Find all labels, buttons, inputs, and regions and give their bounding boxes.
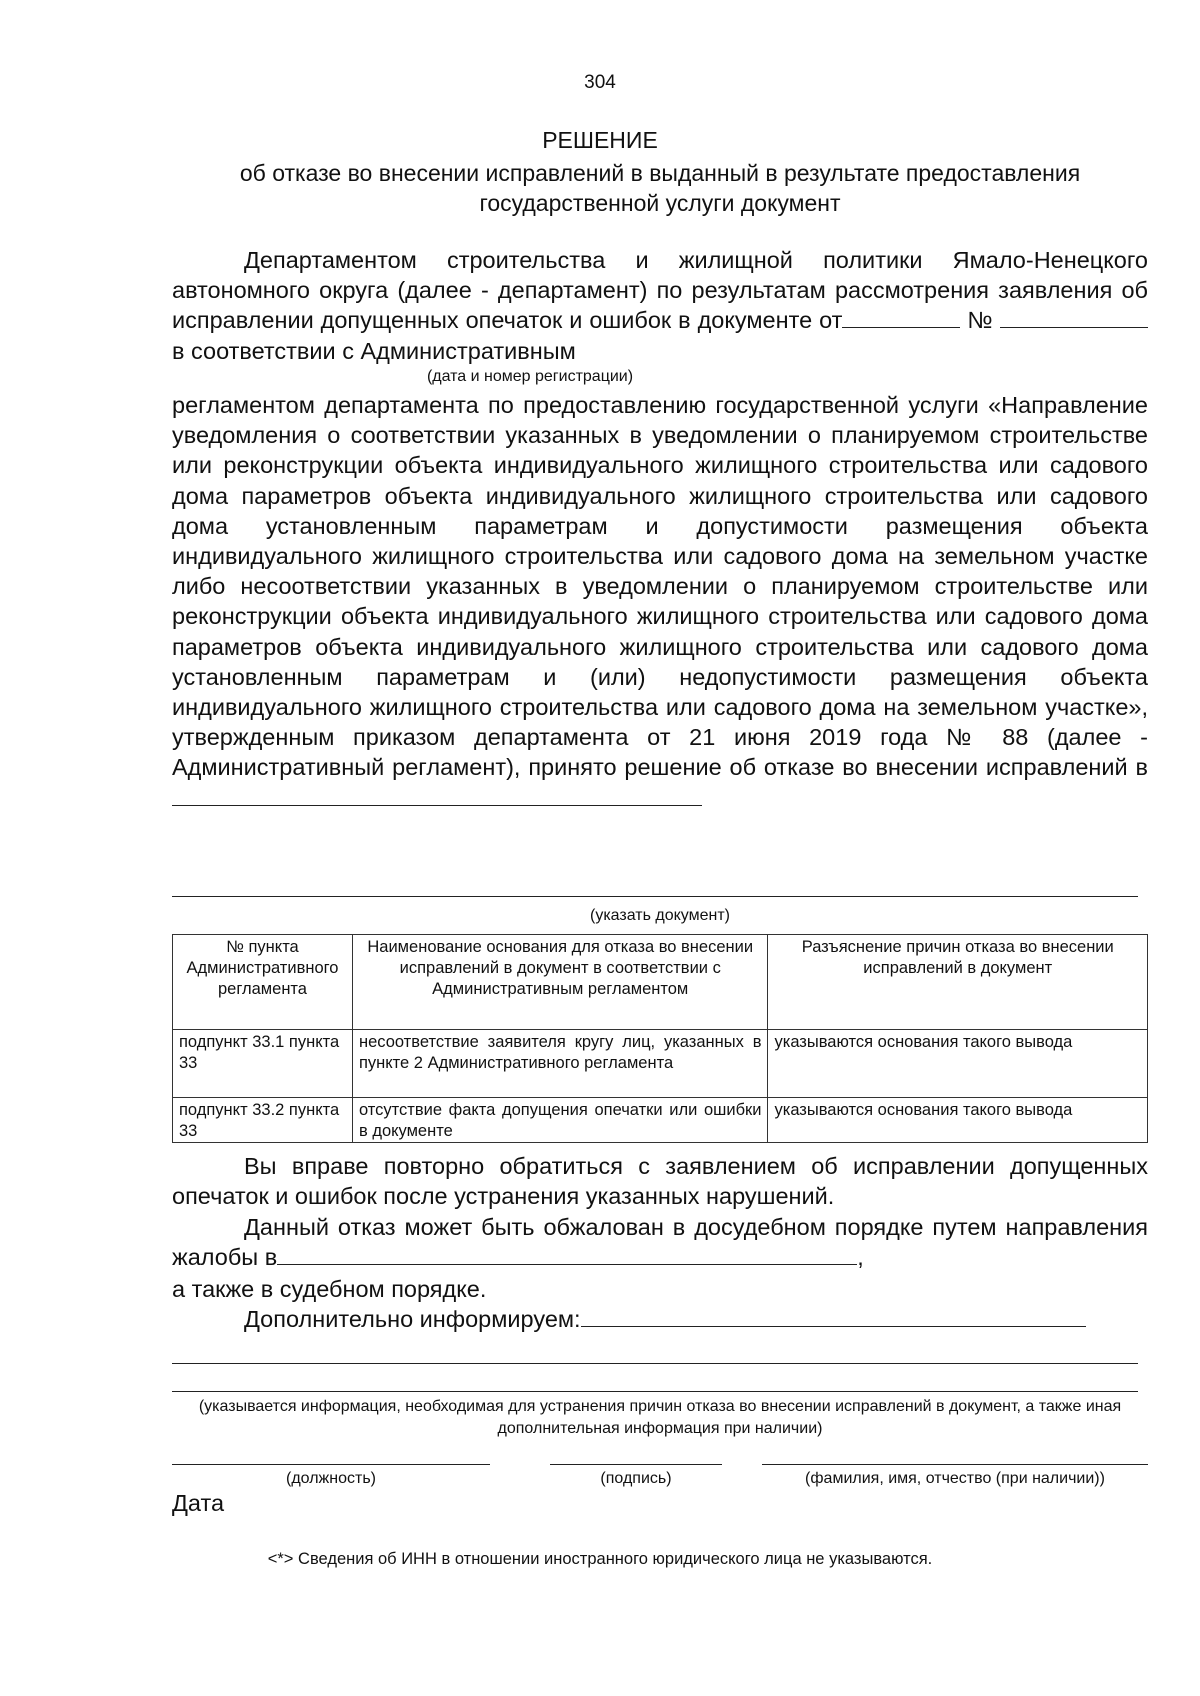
- signature-position: (должность): [172, 1464, 490, 1488]
- intro-text-part1: Департаментом строительства и жилищной политики Ямало-Ненецкого автономного округа (далее - департамент) по результатам рассмотрения заявления об исправлении допущенных опечаток и ошибок в документе от: [172, 247, 1148, 334]
- row-explanation: указываются основания такого вывода: [768, 1098, 1148, 1143]
- table-header-row: [173, 935, 1148, 1030]
- appeal-blank: [277, 1244, 857, 1265]
- refusal-table: [172, 934, 1148, 1143]
- table-row: [173, 1098, 1148, 1143]
- row-clause: подпункт 33.2 пункта 33: [173, 1098, 353, 1143]
- date-blank: [842, 307, 960, 328]
- document-subtitle: об отказе во внесении исправлений в выданный в результате предоставления государственной услуги документ: [239, 160, 1081, 216]
- additional-paragraph: [172, 1304, 1148, 1334]
- registration-note: (дата и номер регистрации): [426, 368, 634, 385]
- signature-name: (фамилия, имя, отчество (при наличии)): [762, 1464, 1148, 1488]
- document-note: (указать документ): [589, 907, 730, 924]
- header-clause: № пункта Административного регламента: [173, 935, 353, 1030]
- document-blank-line-2: [172, 896, 1138, 897]
- footnote: <*> Сведения об ИНН в отношении иностранного юридического лица не указываются.: [267, 1550, 933, 1568]
- additional-blank: [581, 1306, 1086, 1327]
- page-number: 304: [584, 72, 616, 93]
- court-paragraph: а также в судебном порядке.: [172, 1276, 487, 1302]
- intro-paragraph: [172, 245, 1148, 366]
- reg-number-blank: [1000, 307, 1148, 328]
- additional-line-3: [172, 1391, 1138, 1392]
- table-row: [173, 1030, 1148, 1098]
- signature-sign: (подпись): [550, 1464, 722, 1488]
- header-reason: Наименование основания для отказа во внесении исправлений в документ в соответствии с Административным регламентом: [352, 935, 768, 1030]
- row-explanation: указываются основания такого вывода: [768, 1030, 1148, 1098]
- regulation-paragraph: [172, 390, 1148, 813]
- document-blank: [172, 785, 702, 806]
- appeal-paragraph: Данный отказ может быть обжалован в досудебном порядке путем направления жалобы в ,: [172, 1214, 1148, 1271]
- repeat-paragraph: Вы вправе повторно обратиться с заявлением об исправлении допущенных опечаток и ошибок после устранения указанных нарушений.: [172, 1153, 1148, 1210]
- document-title: РЕШЕНИЕ: [542, 127, 658, 153]
- additional-note: (указывается информация, необходимая для устранения причин отказа во внесении исправлений в документ, а также иная дополнительная информация при наличии): [198, 1398, 1122, 1437]
- number-sign: №: [967, 307, 994, 334]
- date-label: Дата: [172, 1490, 225, 1516]
- row-reason: несоответствие заявителя кругу лиц, указанных в пункте 2 Административного регламента: [352, 1030, 768, 1098]
- row-clause: подпункт 33.1 пункта 33: [173, 1030, 353, 1098]
- appeal-text: Данный отказ может быть обжалован в досудебном порядке путем направления жалобы в: [172, 1214, 1148, 1271]
- additional-line-2: [172, 1363, 1138, 1364]
- additional-label: Дополнительно информируем:: [244, 1306, 581, 1332]
- intro-text-part2: в соответствии с Административным: [172, 337, 576, 364]
- row-reason: отсутствие факта допущения опечатки или ошибки в документе: [352, 1098, 768, 1143]
- header-explanation: Разъяснение причин отказа во внесении исправлений в документ: [768, 935, 1148, 1030]
- intro-text-part3: регламентом департамента по предоставлению государственной услуги «Направление уведомления о соответствии указанных в уведомлении о планируемом строительстве или реконструкции объекта индивидуального жилищного строительства или садового дома параметров объекта индивидуального жилищного строительства или садового дома установленным параметрам и допустимости размещения объекта индивидуального жилищного строительства или садового дома на земельном участке либо несоответствии указанных в уведомлении о планируемом строительстве или реконструкции объекта индивидуального жилищного строительства или садового дома параметров объекта индивидуального жилищного строительства или садового дома установленным параметрам и (или) недопустимости размещения объекта индивидуального жилищного строительства или садового дома на земельном участке», утвержденным приказом департамента от 21 июня 2019 года № 88 (далее - Административный регламент), принято решение об отказе во внесении исправлений в: [172, 392, 1148, 781]
